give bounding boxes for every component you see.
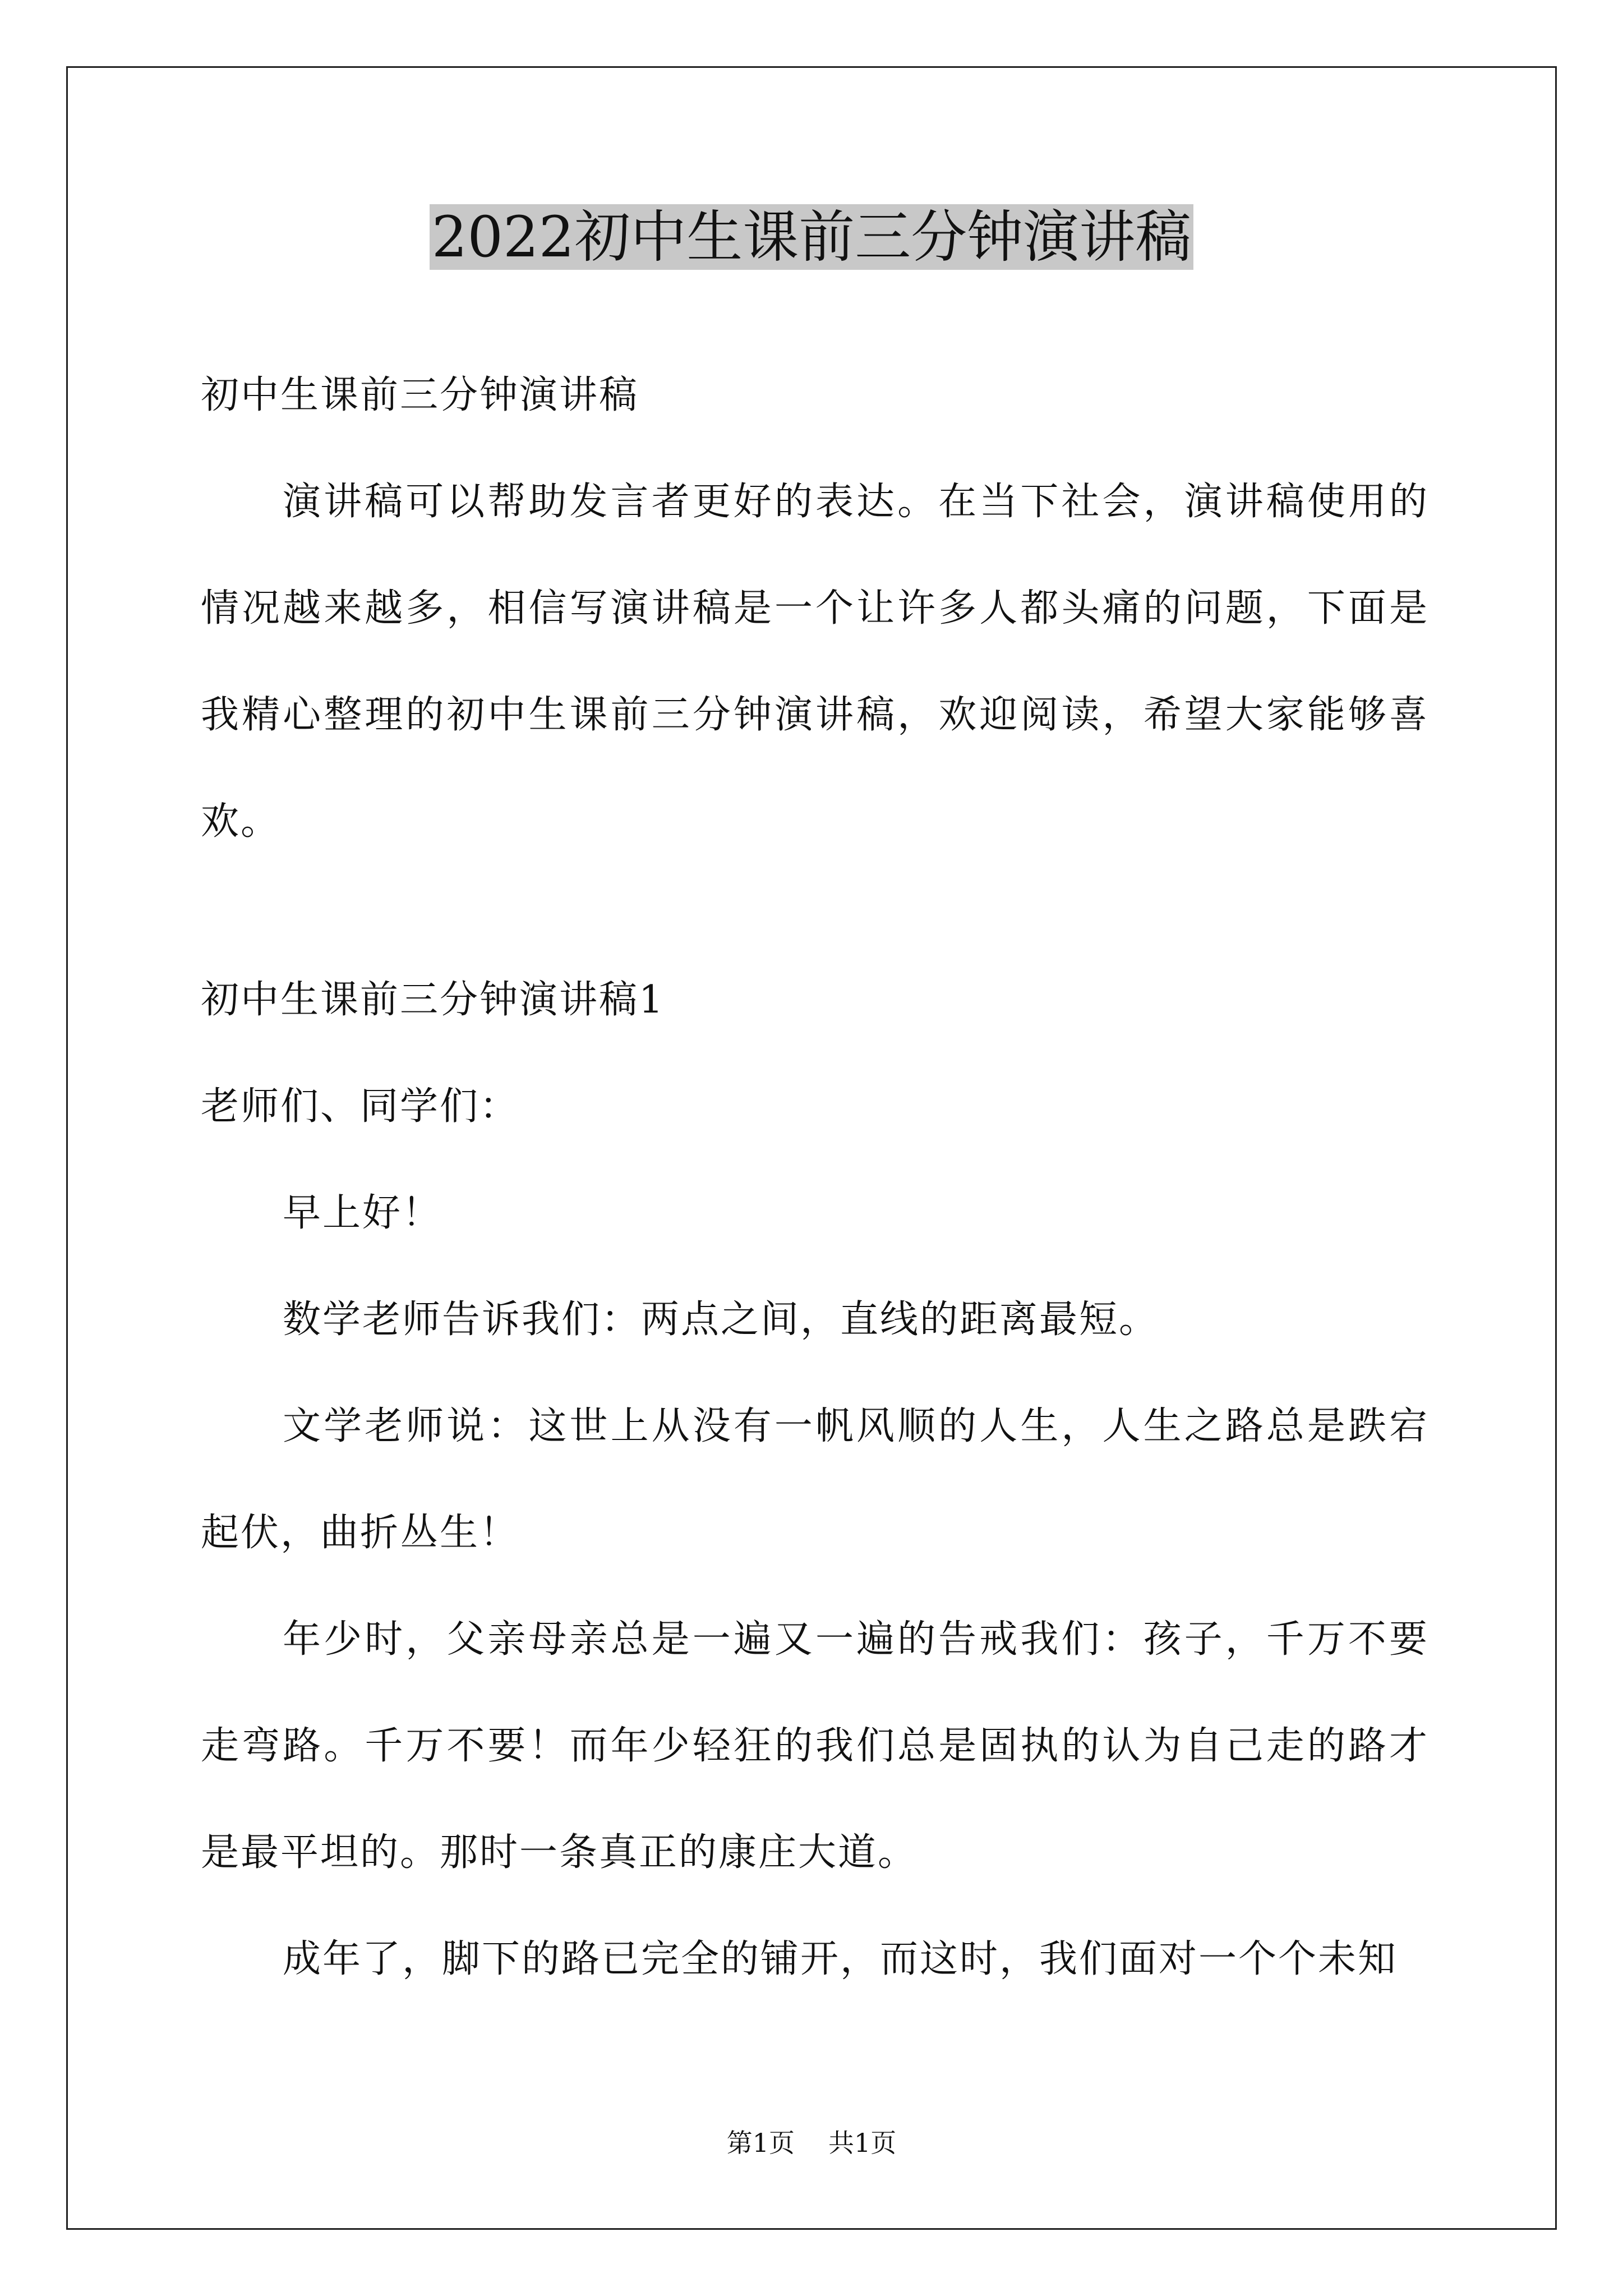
document-title-text: 2022初中生课前三分钟演讲稿 <box>430 204 1194 270</box>
salutation: 老师们、同学们： <box>201 1084 520 1129</box>
body-paragraph: 文学老师说：这世上从没有一帆风顺的人生，人生之路总是跌宕起伏，曲折丛生！ <box>201 1404 1429 1555</box>
page-number-total: 共1页 <box>828 2128 897 2158</box>
section-spacer <box>201 875 1429 947</box>
body-paragraph: 成年了，脚下的路已完全的铺开，而这时，我们面对一个个未知 <box>283 1937 1398 1981</box>
body-paragraph: 数学老师告诉我们：两点之间，直线的距离最短。 <box>283 1297 1159 1342</box>
body-paragraph: 早上好！ <box>283 1191 442 1235</box>
document-body <box>201 342 1429 2013</box>
document-subtitle: 初中生课前三分钟演讲稿 <box>201 373 639 417</box>
intro-paragraph: 演讲稿可以帮助发言者更好的表达。在当下社会，演讲稿使用的情况越来越多，相信写演讲稿是一个让许多人都头痛的问题，下面是我精心整理的初中生课前三分钟演讲稿，欢迎阅读，希望大家能够喜欢。 <box>201 480 1429 844</box>
page-number-current: 第1页 <box>726 2128 795 2158</box>
body-paragraph: 年少时，父亲母亲总是一遍又一遍的告戒我们：孩子，千万不要走弯路。千万不要！而年少轻狂的我们总是固执的认为自己走的路才是最平坦的。那时一条真正的康庄大道。 <box>201 1617 1429 1875</box>
page-footer <box>0 2126 1623 2160</box>
section-heading: 初中生课前三分钟演讲稿1 <box>201 978 665 1022</box>
document-title <box>0 195 1623 279</box>
